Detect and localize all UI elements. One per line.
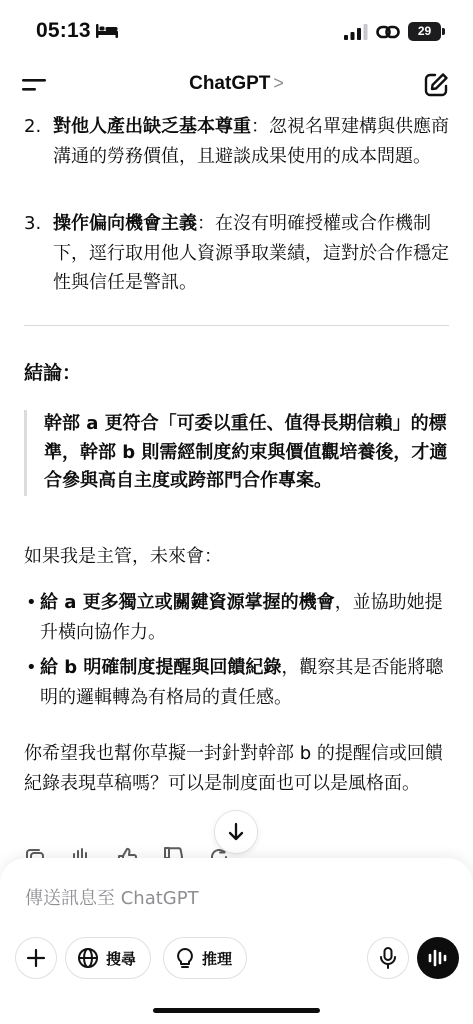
bullet-body: ，觀察其是否能將聰明的邏輯轉為有格局的責任感。 (40, 657, 444, 708)
search-button-label: 搜尋 (106, 949, 137, 968)
bullet-dot: • (26, 592, 37, 613)
arrow-down-icon (227, 822, 245, 842)
bullet-bold: 給 a 更多獨立或關鍵資源掌握的機會 (40, 592, 335, 613)
section-divider (24, 325, 449, 326)
bullet-dot: • (26, 657, 37, 678)
conclusion-heading: 結論： (24, 362, 82, 384)
globe-icon (77, 947, 99, 969)
personal-hotspot-icon (376, 23, 400, 41)
list-item-text (53, 209, 449, 298)
nav-bar (0, 60, 473, 110)
dictate-button[interactable] (367, 937, 409, 979)
attach-button[interactable] (15, 937, 57, 979)
message-input[interactable]: 傳送訊息至 ChatGPT (25, 888, 199, 909)
conclusion-quote: 幹部 a 更符合「可委以重任、值得長期信賴」的標準，幹部 b 則需經制度約束與價值觀培養後，才適合參與高自主度或跨部門合作專案。 (24, 410, 449, 496)
voice-mode-button[interactable] (417, 937, 459, 979)
status-bar (0, 0, 473, 60)
battery-cap (442, 28, 445, 35)
list-number: 2. (24, 116, 42, 137)
plus-icon (26, 948, 46, 968)
message-content (0, 108, 473, 868)
bullet-bold: 給 b 明確制度提醒與回饋紀錄 (40, 657, 282, 678)
lightbulb-icon (175, 947, 195, 969)
battery-indicator: 29 (408, 22, 441, 41)
list-item-body: ：忽視名單建構與供應商溝通的勞務價值，且避談成果使用的成本問題。 (53, 116, 449, 167)
search-button[interactable] (65, 937, 151, 979)
model-selector[interactable] (0, 73, 473, 95)
reason-button[interactable] (163, 937, 247, 979)
signal-icon (344, 24, 368, 40)
list-item-text (53, 112, 449, 171)
reason-button-label: 推理 (202, 949, 233, 968)
list-number: 3. (24, 213, 42, 234)
bullet-text (40, 588, 449, 647)
page-title: ChatGPT (189, 73, 271, 94)
home-indicator (153, 1008, 320, 1013)
intro-paragraph: 如果我是主管，未來會： (24, 546, 222, 567)
list-item-bold: 對他人產出缺乏基本尊重 (53, 116, 251, 137)
waveform-icon (427, 948, 449, 968)
bullet-text (40, 653, 449, 712)
microphone-icon (379, 947, 397, 969)
closing-paragraph: 你希望我也幫你草擬一封針對幹部 b 的提醒信或回饋紀錄表現草稿嗎？可以是制度面也可以是風格面。 (24, 743, 443, 794)
bed-icon (96, 24, 118, 38)
new-chat-icon[interactable] (423, 72, 449, 98)
scroll-to-bottom-button[interactable] (214, 810, 258, 854)
list-item-bold: 操作偏向機會主義 (53, 213, 197, 234)
chevron-right-icon: > (273, 73, 284, 93)
status-time: 05:13 (36, 19, 91, 42)
composer (0, 858, 473, 1024)
bullet-body: ，並協助她提升橫向協作力。 (40, 592, 443, 643)
list-item-body: ：在沒有明確授權或合作機制下，逕行取用他人資源爭取業績，這對於合作穩定性與信任是警訊。 (53, 213, 449, 293)
